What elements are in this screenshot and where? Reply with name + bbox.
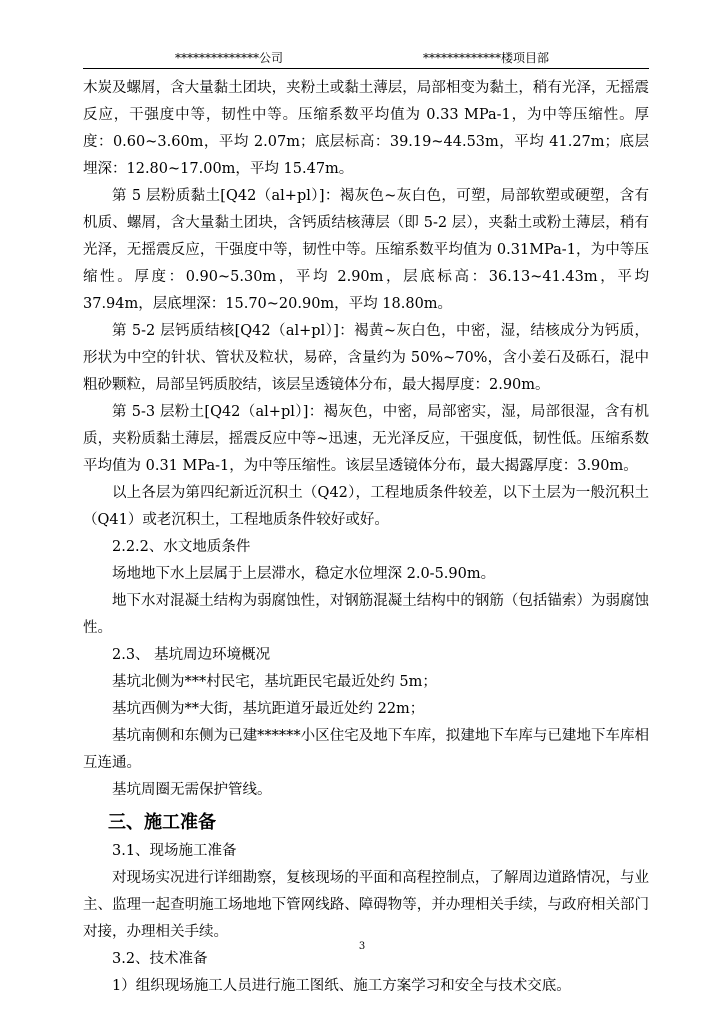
paragraph-layer-5-2: 第 5-2 层钙质结核[Q42（al+pl）]：褐黄~灰白色，中密，湿，结核成分为钙质，形状为中空的针状、管状及粒状，易碎，含量约为 50%~70%，含小姜石及砾石，混中粗砂颗粒，局部呈钙质胶结，该层呈透镜体分布，最大揭厚度：2.90m。: [83, 323, 649, 393]
paragraph-groundwater: 场地地下水上层属于上层滞水，稳定水位埋深 2.0-5.90m。: [112, 566, 496, 582]
paragraph-pipelines: 基坑周圈无需保护管线。: [112, 782, 272, 798]
header-project: *************楼项目部: [423, 51, 550, 65]
paragraph-layer-5-3: 第 5-3 层粉土[Q42（al+pl）]：褐灰色，中密，局部密实，湿，局部很湿，含有机质，夹粉质黏土薄层，摇震反应中等~迅速，无光泽反应，干强度低，韧性低。压缩系数平均值为 0.31 MPa-1，为中等压缩性。该层呈透镜体分布，最大揭露厚度：3.90m。: [83, 404, 649, 474]
paragraph-corrosion: 地下水对混凝土结构为弱腐蚀性，对钢筋混凝土结构中的钢筋（包括锚索）为弱腐蚀性。: [83, 593, 649, 636]
section-heading-site-prep: 3.1、现场施工准备: [112, 843, 237, 859]
paragraph-west-side: 基坑西侧为**大街，基坑距道牙最近处约 22m；: [112, 701, 425, 717]
paragraph-layer-5: 第 5 层粉质黏土[Q42（al+pl）]：褐灰色~灰白色，可塑，局部软塑或硬塑，含有机质、螺屑，含大量黏土团块，含钙质结核薄层（即 5-2 层），夹黏土或粉土薄层，稍有光泽，无摇震反应，干强度中等，韧性中等。压缩系数平均值为 0.31MPa-1，为中等压缩性。厚度：0.90~5.30m，平均 2.90m，层底标高：36.13~41.43m，平均 37.94m，层底埋深：15.70~20.90m，平均 18.80m。: [83, 188, 649, 312]
page-body: [83, 75, 649, 1000]
paragraph-summary: 以上各层为第四纪新近沉积土（Q42），工程地质条件较差，以下土层为一般沉积土（Q41）或老沉积土，工程地质条件较好或好。: [83, 485, 649, 528]
page-header: [83, 50, 649, 69]
header-company: **************公司: [175, 51, 284, 65]
paragraph-tech-briefing: 1）组织现场施工人员进行施工图纸、施工方案学习和安全与技术交底。: [112, 978, 571, 994]
page-number: 3: [358, 941, 366, 952]
section-heading-environment: 2.3、 基坑周边环境概况: [112, 647, 271, 663]
section-heading-hydrogeology: 2.2.2、水文地质条件: [112, 539, 251, 555]
section-heading-tech-prep: 3.2、技术准备: [112, 951, 208, 967]
paragraph-south-east-side: 基坑南侧和东侧为已建******小区住宅及地下车库，拟建地下车库与已建地下车库相互连通。: [83, 728, 649, 771]
paragraph-site-survey: 对现场实况进行详细勘察，复核现场的平面和高程控制点，了解周边道路情况，与业主、监理一起查明施工场地地下管网线路、障碍物等，并办理相关手续，与政府相关部门对接，办理相关手续。: [83, 870, 649, 940]
paragraph-north-side: 基坑北侧为***村民宅，基坑距民宅最近处约 5m；: [112, 674, 437, 690]
paragraph-continued: 木炭及螺屑，含大量黏土团块，夹粉土或黏土薄层，局部相变为黏土，稍有光泽，无摇震反应，干强度中等，韧性中等。压缩系数平均值为 0.33 MPa-1，为中等压缩性。厚度：0.60~3.60m，平均 2.07m；底层标高：39.19~44.53m，平均 41.27m；底层埋深：12.80~17.00m，平均 15.47m。: [83, 80, 649, 177]
chapter-title: 三、施工准备: [108, 812, 216, 833]
